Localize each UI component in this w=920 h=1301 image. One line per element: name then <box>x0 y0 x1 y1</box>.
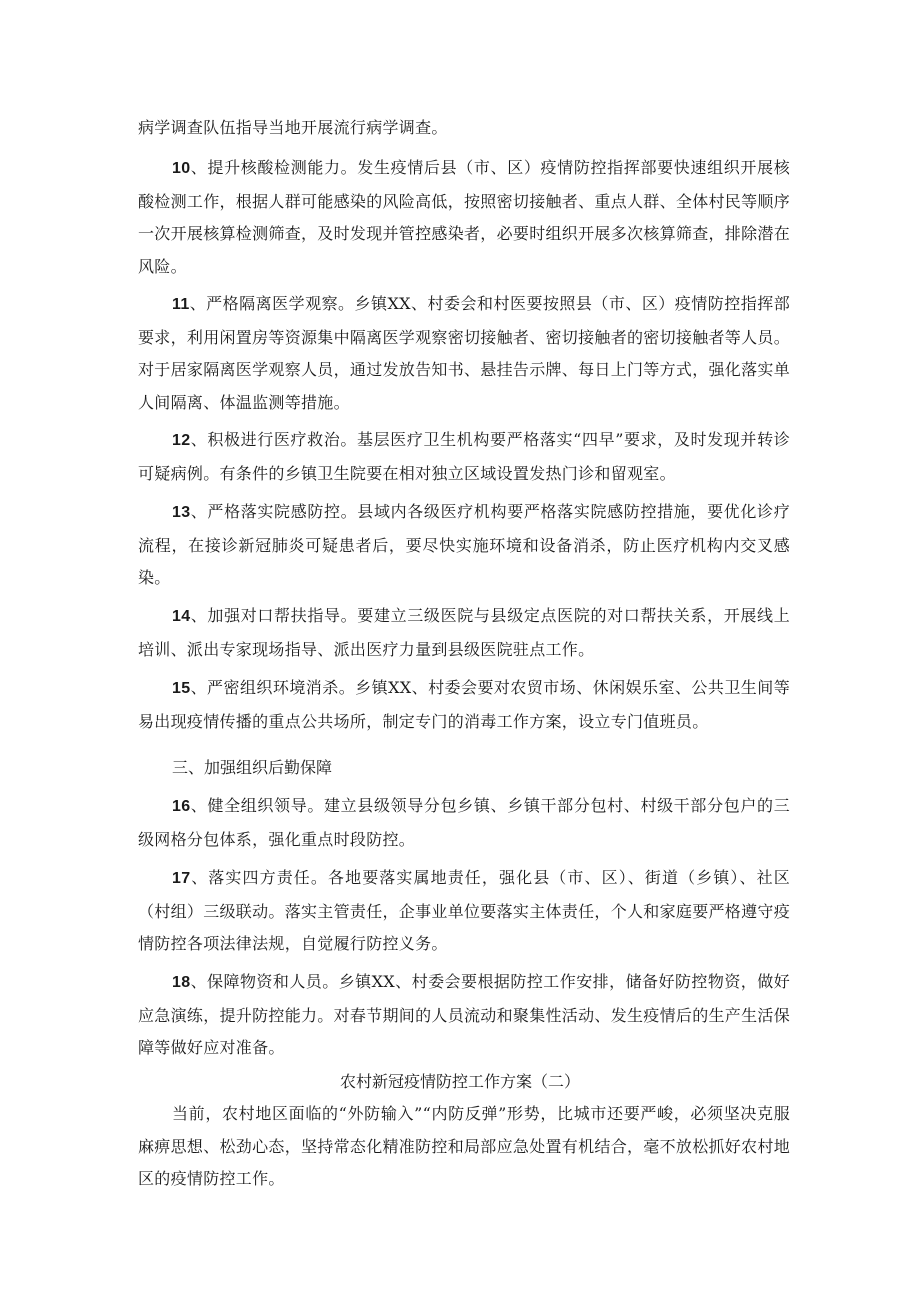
item-number: 15 <box>172 680 191 697</box>
item-number: 17 <box>172 870 191 887</box>
doc-title: 农村新冠疫情防控工作方案（二） <box>339 1072 580 1091</box>
item-text: 、严密组织环境消杀。乡镇XX、村委会要对农贸市场、休闲娱乐室、公共卫生间等易出现疫情传播的重点公共场所，制定专门的消毒工作方案，设立专门值班员。 <box>138 678 790 731</box>
item-10 <box>138 152 790 283</box>
item-13 <box>138 496 790 595</box>
item-text: 、保障物资和人员。乡镇XX、村委会要根据防控工作安排，储备好防控物资，做好应急演练，提升防控能力。对春节期间的人员流动和聚集性活动、发生疫情后的生产生活保障等做好应对准备。 <box>138 972 791 1057</box>
item-number: 16 <box>172 798 191 815</box>
item-number: 11 <box>172 296 190 313</box>
item-number: 18 <box>172 974 191 991</box>
item-text: 、健全组织领导。建立县级领导分包乡镇、乡镇干部分包村、村级干部分包户的三级网格分包体系，强化重点时段防控。 <box>138 796 790 849</box>
item-15 <box>138 672 790 738</box>
item-number: 12 <box>172 432 191 449</box>
closing-paragraph: 当前，农村地区面临的“外防输入”“内防反弹”形势，比城市还要严峻，必须坚决克服麻痹思想、松劲心态，坚持常态化精准防控和局部应急处置有机结合，毫不放松抓好农村地区的疫情防控工作。 <box>138 1104 791 1188</box>
item-text: 、严格落实院感防控。县域内各级医疗机构要严格落实院感防控措施，要优化诊疗流程，在接诊新冠肺炎可疑患者后，要尽快实施环境和设备消杀，防止医疗机构内交叉感染。 <box>138 502 790 587</box>
item-18 <box>138 966 790 1065</box>
item-number: 13 <box>172 504 191 521</box>
item-number: 10 <box>172 160 191 177</box>
item-text: 、积极进行医疗救治。基层医疗卫生机构要严格落实“四早”要求，及时发现并转诊可疑病例。有条件的乡镇卫生院要在相对独立区域设置发热门诊和留观室。 <box>138 430 790 483</box>
item-text: 、加强对口帮扶指导。要建立三级医院与县级定点医院的对口帮扶关系，开展线上培训、派出专家现场指导、派出医疗力量到县级医院驻点工作。 <box>138 606 790 659</box>
item-17 <box>138 862 790 961</box>
item-14 <box>138 600 790 666</box>
item-text: 、落实四方责任。各地要落实属地责任，强化县（市、区）、街道（乡镇）、社区（村组）三级联动。落实主管责任，企事业单位要落实主体责任，个人和家庭要严格遵守疫情防控各项法律法规，自觉履行防控义务。 <box>138 868 791 953</box>
section-heading: 三、加强组织后勤保障 <box>172 758 333 777</box>
item-16 <box>138 790 790 856</box>
item-text: 、提升核酸检测能力。发生疫情后县（市、区）疫情防控指挥部要快速组织开展核酸检测工作，根据人群可能感染的风险高低，按照密切接触者、重点人群、全体村民等顺序一次开展核算检测筛查，及时发现并管控感染者，必要时组织开展多次核算筛查，排除潜在风险。 <box>138 158 791 276</box>
item-11 <box>138 288 790 419</box>
intro-fragment: 病学调查队伍指导当地开展流行病学调查。 <box>138 118 448 137</box>
item-12 <box>138 424 790 490</box>
item-number: 14 <box>172 608 191 625</box>
item-text: 、严格隔离医学观察。乡镇XX、村委会和村医要按照县（市、区）疫情防控指挥部要求，利用闲置房等资源集中隔离医学观察密切接触者、密切接触者的密切接触者等人员。对于居家隔离医学观察人员，通过发放告知书、悬挂告示牌、每日上门等方式，强化落实单人间隔离、体温监测等措施。 <box>138 294 791 412</box>
